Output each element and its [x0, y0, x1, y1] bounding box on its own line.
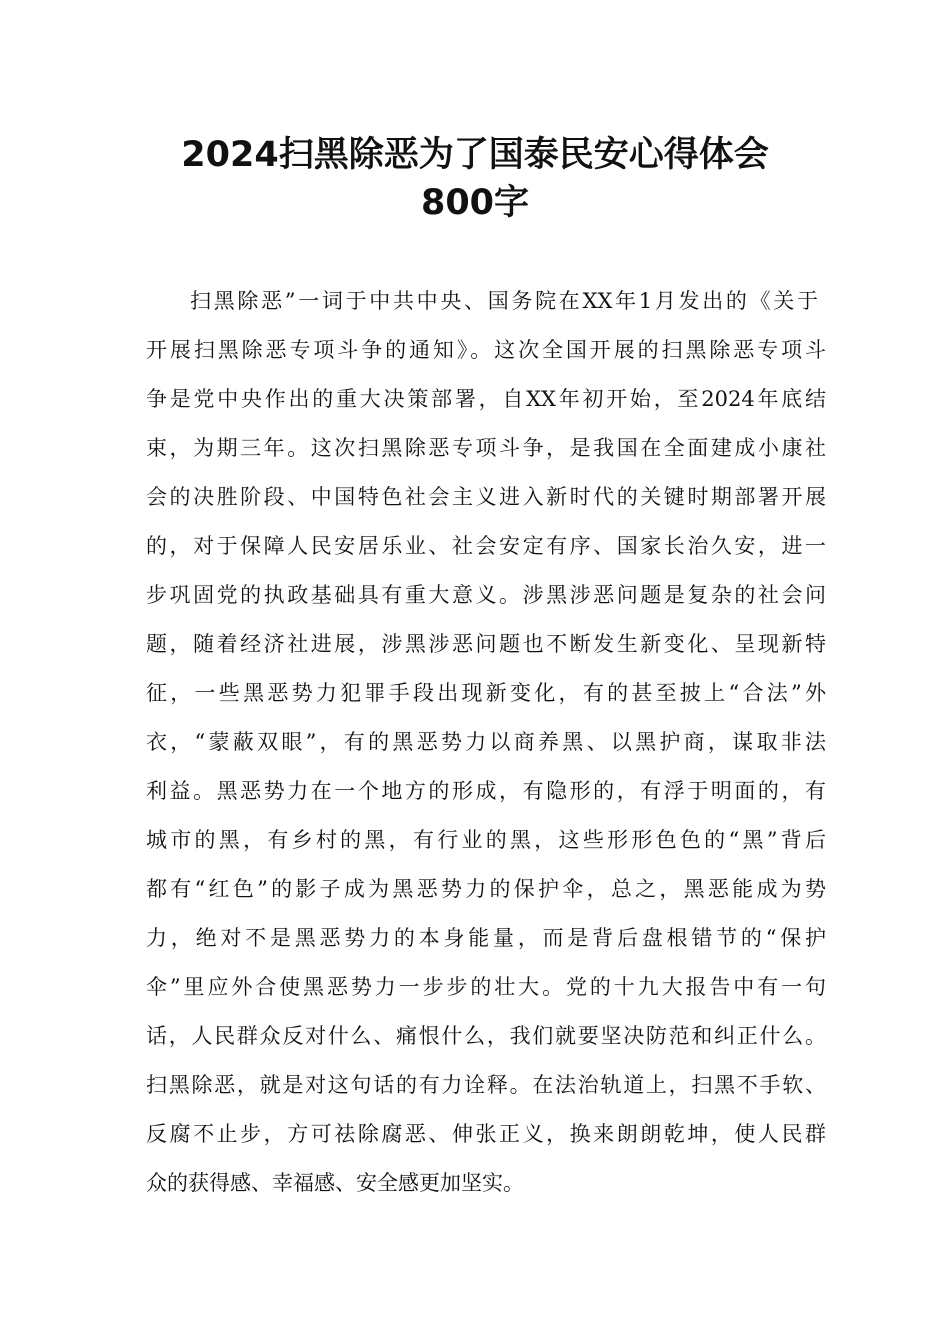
- paragraph-line: 征，一些黑恶势力犯罪手段出现新变化，有的甚至披上“合法”外: [146, 681, 826, 705]
- paragraph-line: 反腐不止步，方可祛除腐恶、伸张正义，换来朗朗乾坤，使人民群: [146, 1122, 826, 1146]
- paragraph-line: 众的获得感、幸福感、安全感更加坚实。: [146, 1171, 524, 1195]
- paragraph-line: 扫黑除恶，就是对这句话的有力诠释。在法治轨道上，扫黑不手软、: [146, 1073, 826, 1097]
- paragraph-line: 力，绝对不是黑恶势力的本身能量，而是背后盘根错节的“保护: [146, 926, 826, 950]
- paragraph-line: 题，随着经济社进展，涉黑涉恶问题也不断发生新变化、呈现新特: [146, 632, 826, 656]
- paragraph-line: 话，人民群众反对什么、痛恨什么，我们就要坚决防范和纠正什么。: [146, 1024, 826, 1048]
- paragraph-line: 都有“红色”的影子成为黑恶势力的保护伞，总之，黑恶能成为势: [146, 877, 826, 901]
- paragraph-line: 扫黑除恶”一词于中共中央、国务院在XX年1月发出的《关于: [190, 289, 818, 313]
- paragraph-line: 开展扫黑除恶专项斗争的通知》。这次全国开展的扫黑除恶专项斗: [146, 338, 826, 362]
- paragraph-line: 衣，“蒙蔽双眼”，有的黑恶势力以商养黑、以黑护商，谋取非法: [146, 730, 826, 754]
- document-title-line-1: 2024扫黑除恶为了国泰民安心得体会: [181, 135, 769, 175]
- paragraph-line: 争是党中央作出的重大决策部署，自XX年初开始，至2024年底结: [146, 387, 826, 411]
- paragraph-line: 城市的黑，有乡村的黑，有行业的黑，这些形形色色的“黑”背后: [146, 828, 826, 852]
- document-title-line-2: 800字: [420, 183, 530, 223]
- paragraph-line: 利益。黑恶势力在一个地方的形成，有隐形的，有浮于明面的，有: [146, 779, 826, 803]
- paragraph-line: 束，为期三年。这次扫黑除恶专项斗争，是我国在全面建成小康社: [146, 436, 826, 460]
- paragraph-line: 的，对于保障人民安居乐业、社会安定有序、国家长治久安，进一: [146, 534, 826, 558]
- paragraph-line: 步巩固党的执政基础具有重大意义。涉黑涉恶问题是复杂的社会问: [146, 583, 826, 607]
- paragraph-line: 会的决胜阶段、中国特色社会主义进入新时代的关键时期部署开展: [146, 485, 826, 509]
- paragraph-line: 伞”里应外合使黑恶势力一步步的壮大。党的十九大报告中有一句: [146, 975, 826, 999]
